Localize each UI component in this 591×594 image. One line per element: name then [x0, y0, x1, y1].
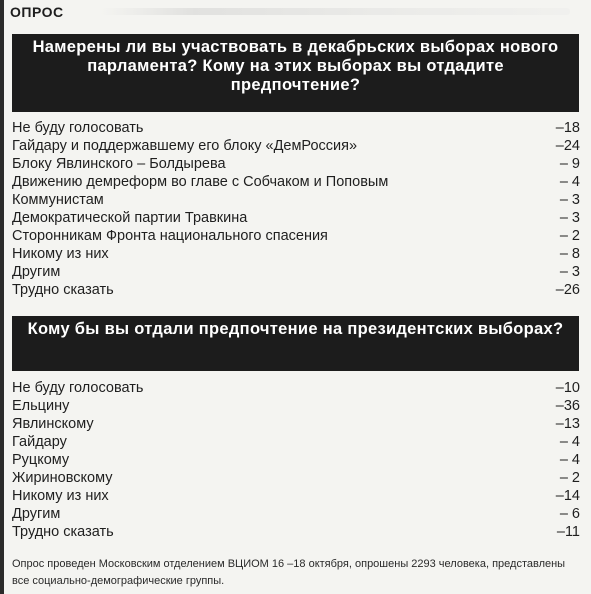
answer-value: – 2 — [559, 228, 580, 244]
answer-label: Трудно сказать — [12, 524, 114, 540]
answer-label: Демократической партии Травкина — [12, 210, 248, 226]
answer-label: Не буду голосовать — [12, 380, 144, 396]
answer-label: Никому из них — [12, 246, 109, 262]
answer-value: – 3 — [559, 264, 580, 280]
answer-row — [12, 191, 580, 209]
question-1-answers — [12, 119, 580, 299]
answer-value: – 9 — [559, 156, 580, 172]
answer-value: – 3 — [559, 210, 580, 226]
answer-value: –13 — [555, 416, 580, 432]
answer-row — [12, 523, 580, 541]
answer-label: Сторонникам Фронта национального спасения — [12, 228, 328, 244]
survey-footnote: Опрос проведен Московским отделением ВЦИОМ 16 –18 октября, опрошены 2293 человека, представлены все социально-демографические группы. — [12, 558, 566, 587]
answer-label: Не буду голосовать — [12, 120, 144, 136]
answer-value: – 3 — [559, 192, 580, 208]
answer-row — [12, 245, 580, 263]
answer-value: –36 — [555, 398, 580, 414]
answer-value: –14 — [555, 488, 580, 504]
answer-row — [12, 487, 580, 505]
answer-row — [12, 119, 580, 137]
answer-row — [12, 137, 580, 155]
answer-row — [12, 263, 580, 281]
answer-label: Трудно сказать — [12, 282, 114, 298]
answer-label: Другим — [12, 264, 61, 280]
answer-label: Коммунистам — [12, 192, 104, 208]
answer-row — [12, 451, 580, 469]
answer-label: Жириновскому — [12, 470, 113, 486]
answer-value: –10 — [555, 380, 580, 396]
answer-value: – 4 — [559, 434, 580, 450]
section-header: ОПРОС — [10, 4, 64, 20]
answer-row — [12, 281, 580, 299]
answer-label: Руцкому — [12, 452, 70, 468]
answer-row — [12, 415, 580, 433]
answer-row — [12, 173, 580, 191]
answer-row — [12, 155, 580, 173]
answer-row — [12, 505, 580, 523]
answer-label: Ельцину — [12, 398, 70, 414]
header-print-smudge — [100, 8, 570, 15]
question-2-answers — [12, 379, 580, 541]
answer-value: –11 — [556, 524, 580, 540]
answer-value: – 2 — [559, 470, 580, 486]
answer-label: Явлинскому — [12, 416, 94, 432]
answer-row — [12, 397, 580, 415]
answer-row — [12, 209, 580, 227]
answer-value: – 8 — [559, 246, 580, 262]
answer-row — [12, 469, 580, 487]
answer-value: –24 — [555, 138, 580, 154]
question-2-heading: Кому бы вы отдали предпочтение на президентских выборах? — [12, 316, 579, 371]
answer-label: Блоку Явлинского – Болдырева — [12, 156, 226, 172]
answer-row — [12, 433, 580, 451]
answer-label: Движению демреформ во главе с Собчаком и Поповым — [12, 174, 389, 190]
answer-value: – 4 — [559, 452, 580, 468]
answer-label: Никому из них — [12, 488, 109, 504]
answer-value: – 4 — [559, 174, 580, 190]
answer-row — [12, 227, 580, 245]
answer-value: –26 — [555, 282, 580, 298]
answer-value: – 6 — [559, 506, 580, 522]
answer-label: Гайдару и поддержавшему его блоку «ДемРоссия» — [12, 138, 358, 154]
answer-label: Гайдару — [12, 434, 67, 450]
answer-value: –18 — [555, 120, 580, 136]
answer-label: Другим — [12, 506, 61, 522]
left-column-rule — [0, 0, 4, 594]
answer-row — [12, 379, 580, 397]
question-1-heading: Намерены ли вы участвовать в декабрьских выборах нового парламента? Кому на этих выборах вы отдадите предпочтение? — [12, 34, 579, 112]
